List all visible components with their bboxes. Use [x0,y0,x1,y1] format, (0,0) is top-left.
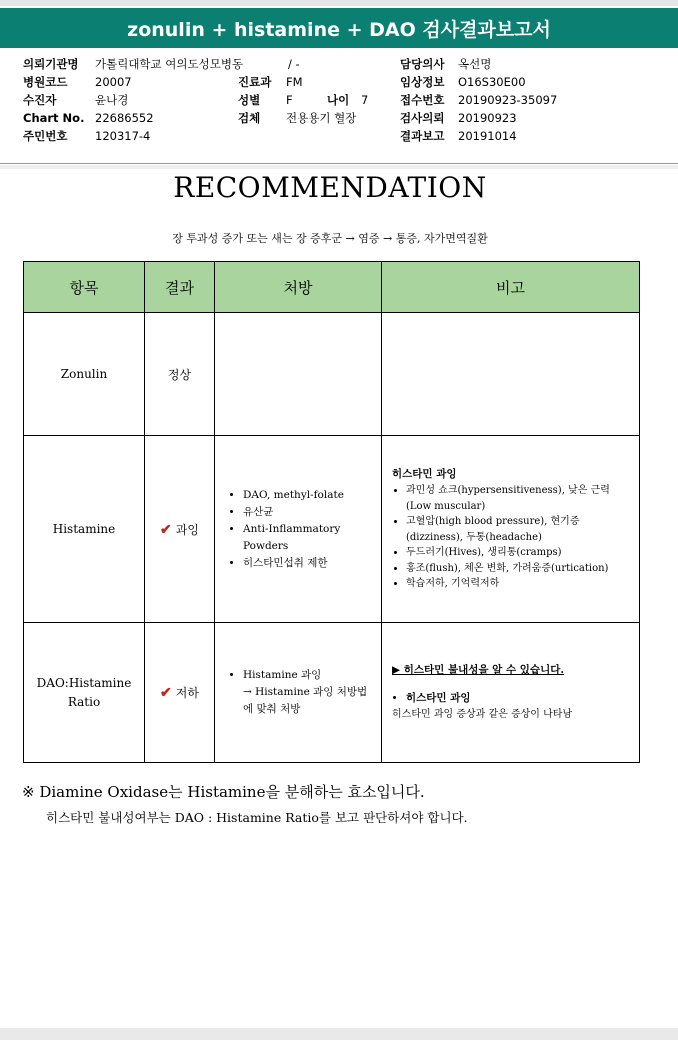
divider [0,163,678,164]
field-label: 결과보고 [400,129,445,143]
column-header: 결과 [145,262,215,313]
age-field [327,91,368,109]
table-row [24,313,640,436]
bottom-border [0,1028,678,1040]
ward-extra: / - [288,57,300,71]
column-header: 비고 [382,262,640,313]
patient-info-col3 [400,55,557,145]
field-label: 주민번호 [23,129,68,143]
list-item: • 히스타민 과잉 [406,691,631,707]
note-cell [382,313,640,436]
field-value: 7 [361,93,369,107]
table-row [24,623,640,763]
list-item: • 고혈압(high blood pressure), 현기증(dizziness), 두통(headache) [406,514,631,545]
field-label: 나이 [327,93,350,107]
field-value: 20191014 [458,129,517,143]
list-item: • DAO, methyl-folate [243,487,375,504]
field-value: 20007 [95,75,132,89]
list-item [243,667,375,718]
prescription-list [227,667,375,718]
prescription-cell [215,623,382,763]
check-icon: ✔ [160,521,172,538]
field-value: 윤나경 [95,93,129,107]
recommendation-subtitle: 장 투과성 증가 또는 새는 장 증후군 → 염증 → 통증, 자가면역질환 [172,232,488,245]
item-cell: Histamine [24,436,145,623]
column-header: 항목 [24,262,145,313]
field-value: O16S30E00 [458,75,526,89]
check-icon: ✔ [160,685,172,701]
field-label: 임상정보 [400,75,445,89]
note-title: 히스타민 과잉 [392,468,457,481]
field-label: 접수번호 [400,93,445,107]
recommendation-title: RECOMMENDATION [173,171,487,204]
result-cell [145,623,215,763]
list-item: • Anti-Inflammatory Powders [243,521,375,555]
prescription-list [227,487,375,572]
field-label: 검체 [238,111,261,125]
list-item: • 과민성 쇼크(hypersensitiveness), 낮은 근력(Low muscular) [406,483,631,514]
prescription-cell [215,436,382,623]
table-header-row [24,262,640,313]
top-border [0,0,678,6]
field-label: 검사의뢰 [400,111,445,125]
note-list [392,483,631,592]
divider-shadow [0,165,678,169]
field-value: 120317-4 [95,129,151,143]
field-label: 수진자 [23,93,57,107]
footnote-sub: 히스타민 불내성여부는 DAO : Histamine Ratio를 보고 판단하셔야 합니다. [46,810,468,825]
prescription-cell [215,313,382,436]
field-value: 22686552 [95,111,154,125]
footnote-main: ※ Diamine Oxidase는 Histamine을 분해하는 효소입니다. [22,783,425,801]
list-item: • 히스타민섭취 제한 [243,555,375,572]
list-item: • 유산균 [243,504,375,521]
list-item: • 홍조(flush), 체온 변화, 가려움증(urtication) [406,561,631,577]
note-cell [382,623,640,763]
item-cell: DAO:Histamine Ratio [24,623,145,763]
field-label: 성별 [238,93,261,107]
note-cell [382,436,640,623]
patient-info-col1 [23,55,243,145]
result-cell: 정상 [145,313,215,436]
item-cell: Zonulin [24,313,145,436]
recommendation-table [23,261,640,763]
result-value: 저하 [175,686,199,700]
column-header: 처방 [215,262,382,313]
table-row [24,436,640,623]
field-value: 20190923 [458,111,517,125]
field-label: 진료과 [238,75,272,89]
list-item: • 두드러기(Hives), 생리통(cramps) [406,545,631,561]
list-item: • 학습저하, 기억력저하 [406,576,631,592]
field-value: FM [286,75,303,89]
rx-line: Histamine 과잉 [243,669,322,681]
note-list [392,691,631,707]
field-label: 의뢰기관명 [23,57,79,71]
field-value: F [286,93,293,107]
field-label: Chart No. [23,111,85,125]
result-cell [145,436,215,623]
field-label: 병원코드 [23,75,68,89]
report-title: zonulin + histamine + DAO 검사결과보고서 [0,8,678,48]
field-value: 전용용기 혈장 [286,111,357,125]
field-value: 가톨릭대학교 여의도성모병동 [95,57,244,71]
note-highlight: ▶ 히스타민 불내성을 알 수 있습니다. [392,664,565,677]
result-value: 과잉 [175,522,199,537]
field-value: 20190923-35097 [458,93,558,107]
field-label: 담당의사 [400,57,445,71]
field-value: 옥선명 [458,57,492,71]
note-text: 히스타민 과잉 증상과 같은 증상이 나타남 [392,708,573,720]
rx-line: → Histamine 과잉 처방법에 맞춰 처방 [243,686,368,715]
